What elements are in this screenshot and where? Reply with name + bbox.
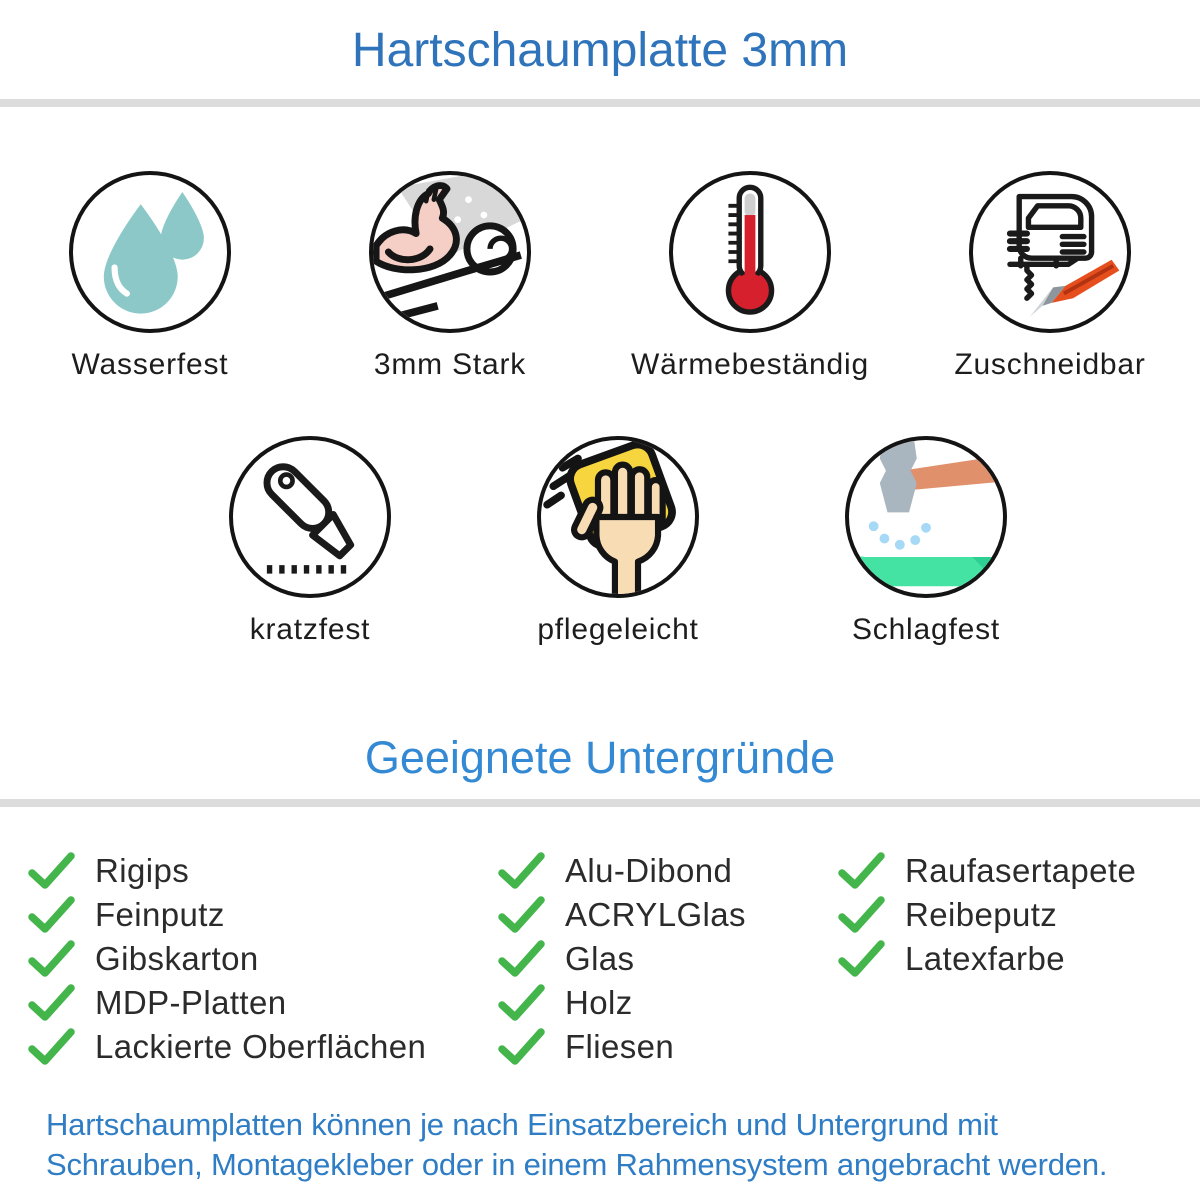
feature-label: 3mm Stark bbox=[373, 348, 527, 381]
list-item bbox=[28, 1025, 498, 1069]
feature-zuschneidbar bbox=[900, 171, 1200, 382]
hammer-icon bbox=[845, 436, 1007, 598]
cleaning-hand-icon bbox=[537, 436, 699, 598]
substrate-label: Rigips bbox=[95, 852, 190, 889]
substrate-label: Reibeputz bbox=[905, 896, 1058, 933]
check-icon bbox=[498, 984, 545, 1022]
page-title: Hartschaumplatte 3mm bbox=[351, 24, 849, 77]
check-icon bbox=[28, 940, 75, 978]
list-item bbox=[498, 937, 838, 981]
feature-label: Zuschneidbar bbox=[954, 348, 1146, 381]
divider-top bbox=[0, 99, 1200, 107]
list-item bbox=[498, 981, 838, 1025]
footer-line-1: Hartschaumplatten können je nach Einsatzbereich und Untergrund mit bbox=[46, 1107, 998, 1142]
substrate-label: Alu-Dibond bbox=[565, 852, 733, 889]
substrate-label: ACRYLGlas bbox=[565, 896, 746, 933]
list-item bbox=[838, 937, 1136, 981]
check-icon bbox=[28, 852, 75, 890]
substrate-label: MDP-Platten bbox=[95, 984, 287, 1021]
substrate-label: Holz bbox=[565, 984, 633, 1021]
substrate-label: Raufasertapete bbox=[905, 852, 1137, 889]
feature-label: Schlagfest bbox=[851, 613, 1001, 646]
check-icon bbox=[498, 1028, 545, 1066]
feature-label: Wärmebeständig bbox=[631, 348, 869, 381]
list-item bbox=[838, 893, 1136, 937]
check-icon bbox=[838, 896, 885, 934]
substrate-label: Glas bbox=[565, 940, 635, 977]
check-icon bbox=[838, 852, 885, 890]
substrates-col-3 bbox=[838, 849, 1136, 1069]
list-item bbox=[498, 849, 838, 893]
substrates-list bbox=[0, 849, 1200, 1069]
substrates-col-2 bbox=[498, 849, 838, 1069]
feature-pflegeleicht bbox=[492, 436, 744, 647]
list-item bbox=[28, 981, 498, 1025]
footer-line-2: Schrauben, Montagekleber oder in einem Rahmensystem angebracht werden. bbox=[46, 1147, 1108, 1182]
feature-schlagfest bbox=[800, 436, 1052, 647]
list-item bbox=[838, 849, 1136, 893]
feature-label: pflegeleicht bbox=[537, 613, 699, 646]
substrate-label: Lackierte Oberflächen bbox=[95, 1028, 427, 1065]
feature-kratzfest bbox=[184, 436, 436, 647]
thermometer-icon bbox=[669, 171, 831, 333]
check-icon bbox=[28, 984, 75, 1022]
substrate-label: Gibskarton bbox=[95, 940, 259, 977]
list-item bbox=[28, 849, 498, 893]
check-icon bbox=[498, 852, 545, 890]
substrate-label: Feinputz bbox=[95, 896, 225, 933]
feature-label: kratzfest bbox=[249, 613, 371, 646]
check-icon bbox=[498, 896, 545, 934]
list-item bbox=[498, 893, 838, 937]
check-icon bbox=[838, 940, 885, 978]
list-item bbox=[28, 893, 498, 937]
footer-note bbox=[0, 1105, 1200, 1185]
section-title: Geeignete Untergründe bbox=[364, 732, 836, 783]
feature-3mm-stark bbox=[300, 171, 600, 382]
check-icon bbox=[28, 1028, 75, 1066]
substrate-label: Latexfarbe bbox=[905, 940, 1065, 977]
utility-knife-icon bbox=[229, 436, 391, 598]
substrates-col-1 bbox=[28, 849, 498, 1069]
check-icon bbox=[498, 940, 545, 978]
features-row-1 bbox=[0, 171, 1200, 382]
water-drops-icon bbox=[69, 171, 231, 333]
jigsaw-icon bbox=[969, 171, 1131, 333]
features-row-2 bbox=[0, 436, 1200, 647]
feature-label: Wasserfest bbox=[71, 348, 229, 381]
feature-wasserfest bbox=[0, 171, 300, 382]
divider-section bbox=[0, 799, 1200, 807]
substrate-label: Fliesen bbox=[565, 1028, 675, 1065]
muscle-arm-icon bbox=[369, 171, 531, 333]
feature-waermebestaendig bbox=[600, 171, 900, 382]
list-item bbox=[498, 1025, 838, 1069]
list-item bbox=[28, 937, 498, 981]
check-icon bbox=[28, 896, 75, 934]
